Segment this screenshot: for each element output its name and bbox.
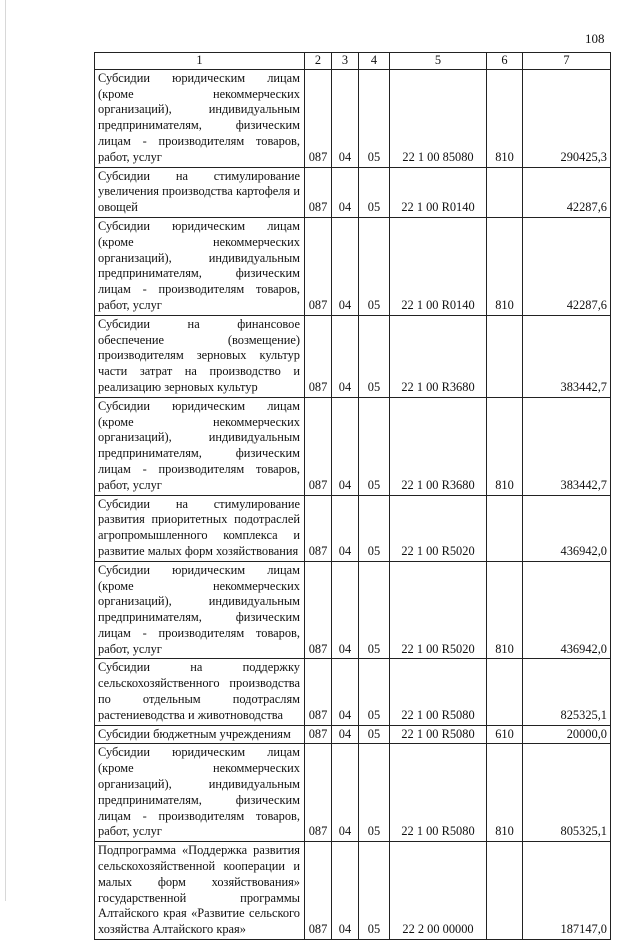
ministry-code: 087 xyxy=(305,397,332,495)
table-row xyxy=(95,842,611,940)
target-article-code: 22 1 00 R5020 xyxy=(390,495,487,561)
section-code: 04 xyxy=(332,744,359,842)
amount: 383442,7 xyxy=(523,397,611,495)
expense-type-code xyxy=(487,167,523,217)
target-article-code: 22 1 00 R0140 xyxy=(390,217,487,315)
expense-type-code xyxy=(487,495,523,561)
row-description: Субсидии на стимулирование увеличения производства картофеля и овощей xyxy=(95,167,305,217)
amount: 42287,6 xyxy=(523,167,611,217)
ministry-code: 087 xyxy=(305,561,332,659)
subsection-code: 05 xyxy=(359,842,390,940)
subsection-code: 05 xyxy=(359,397,390,495)
target-article-code: 22 1 00 R0140 xyxy=(390,167,487,217)
table-row xyxy=(95,167,611,217)
table-row xyxy=(95,561,611,659)
target-article-code: 22 1 00 R3680 xyxy=(390,315,487,397)
row-description: Субсидии на стимулирование развития приоритетных подотраслей агропромышленного комплекса и развитие малых форм хозяйствования xyxy=(95,495,305,561)
subsection-code: 05 xyxy=(359,495,390,561)
ministry-code: 087 xyxy=(305,315,332,397)
expense-type-code: 810 xyxy=(487,69,523,167)
table-row xyxy=(95,495,611,561)
amount: 436942,0 xyxy=(523,561,611,659)
ministry-code: 087 xyxy=(305,69,332,167)
header-cell: 1 xyxy=(95,53,305,70)
subsection-code: 05 xyxy=(359,167,390,217)
section-code: 04 xyxy=(332,842,359,940)
table-row xyxy=(95,315,611,397)
target-article-code: 22 1 00 R5020 xyxy=(390,561,487,659)
section-code: 04 xyxy=(332,69,359,167)
amount: 290425,3 xyxy=(523,69,611,167)
row-description: Субсидии юридическим лицам (кроме некоммерческих организаций), индивидуальным предпринимателям, физическим лицам - производителям товаров, работ, услуг xyxy=(95,217,305,315)
amount: 20000,0 xyxy=(523,725,611,744)
table-row xyxy=(95,397,611,495)
header-cell: 6 xyxy=(487,53,523,70)
subsection-code: 05 xyxy=(359,69,390,167)
budget-table xyxy=(94,52,611,940)
header-cell: 7 xyxy=(523,53,611,70)
ministry-code: 087 xyxy=(305,167,332,217)
expense-type-code: 810 xyxy=(487,217,523,315)
row-description: Субсидии на финансовое обеспечение (возмещение) производителям зерновых культур части затрат на производство и реализацию зерновых культур xyxy=(95,315,305,397)
amount: 383442,7 xyxy=(523,315,611,397)
target-article-code: 22 1 00 R5080 xyxy=(390,744,487,842)
section-code: 04 xyxy=(332,315,359,397)
ministry-code: 087 xyxy=(305,217,332,315)
subsection-code: 05 xyxy=(359,744,390,842)
amount: 805325,1 xyxy=(523,744,611,842)
subsection-code: 05 xyxy=(359,217,390,315)
section-code: 04 xyxy=(332,725,359,744)
expense-type-code: 810 xyxy=(487,744,523,842)
header-cell: 4 xyxy=(359,53,390,70)
table-row xyxy=(95,69,611,167)
target-article-code: 22 1 00 R5080 xyxy=(390,659,487,725)
page-number: 108 xyxy=(585,31,605,46)
amount: 42287,6 xyxy=(523,217,611,315)
section-code: 04 xyxy=(332,167,359,217)
section-code: 04 xyxy=(332,217,359,315)
ministry-code: 087 xyxy=(305,744,332,842)
row-description: Субсидии бюджетным учреждениям xyxy=(95,725,305,744)
amount: 436942,0 xyxy=(523,495,611,561)
header-cell: 3 xyxy=(332,53,359,70)
target-article-code: 22 1 00 R5080 xyxy=(390,725,487,744)
expense-type-code xyxy=(487,659,523,725)
subsection-code: 05 xyxy=(359,659,390,725)
target-article-code: 22 2 00 00000 xyxy=(390,842,487,940)
row-description: Субсидии юридическим лицам (кроме некоммерческих организаций), индивидуальным предпринимателям, физическим лицам - производителям товаров, работ, услуг xyxy=(95,561,305,659)
table-row xyxy=(95,659,611,725)
table-row xyxy=(95,217,611,315)
subsection-code: 05 xyxy=(359,315,390,397)
table-row xyxy=(95,725,611,744)
amount: 825325,1 xyxy=(523,659,611,725)
ministry-code: 087 xyxy=(305,659,332,725)
target-article-code: 22 1 00 85080 xyxy=(390,69,487,167)
row-description: Субсидии юридическим лицам (кроме некоммерческих организаций), индивидуальным предпринимателям, физическим лицам - производителям товаров, работ, услуг xyxy=(95,744,305,842)
table-row xyxy=(95,744,611,842)
header-cell: 2 xyxy=(305,53,332,70)
row-description: Субсидии на поддержку сельскохозяйственного производства по отдельным подотраслям растениеводства и животноводства xyxy=(95,659,305,725)
target-article-code: 22 1 00 R3680 xyxy=(390,397,487,495)
header-row xyxy=(95,53,611,70)
ministry-code: 087 xyxy=(305,495,332,561)
expense-type-code: 610 xyxy=(487,725,523,744)
section-code: 04 xyxy=(332,561,359,659)
row-description: Подпрограмма «Поддержка развития сельскохозяйственной кооперации и малых форм хозяйствования» государственной программы Алтайского края «Развитие сельского хозяйства Алтайского края» xyxy=(95,842,305,940)
header-cell: 5 xyxy=(390,53,487,70)
expense-type-code: 810 xyxy=(487,561,523,659)
scan-edge-line xyxy=(5,0,6,901)
section-code: 04 xyxy=(332,659,359,725)
ministry-code: 087 xyxy=(305,842,332,940)
section-code: 04 xyxy=(332,495,359,561)
subsection-code: 05 xyxy=(359,561,390,659)
amount: 187147,0 xyxy=(523,842,611,940)
subsection-code: 05 xyxy=(359,725,390,744)
expense-type-code xyxy=(487,842,523,940)
row-description: Субсидии юридическим лицам (кроме некоммерческих организаций), индивидуальным предпринимателям, физическим лицам - производителям товаров, работ, услуг xyxy=(95,397,305,495)
expense-type-code xyxy=(487,315,523,397)
row-description: Субсидии юридическим лицам (кроме некоммерческих организаций), индивидуальным предпринимателям, физическим лицам - производителям товаров, работ, услуг xyxy=(95,69,305,167)
ministry-code: 087 xyxy=(305,725,332,744)
expense-type-code: 810 xyxy=(487,397,523,495)
section-code: 04 xyxy=(332,397,359,495)
